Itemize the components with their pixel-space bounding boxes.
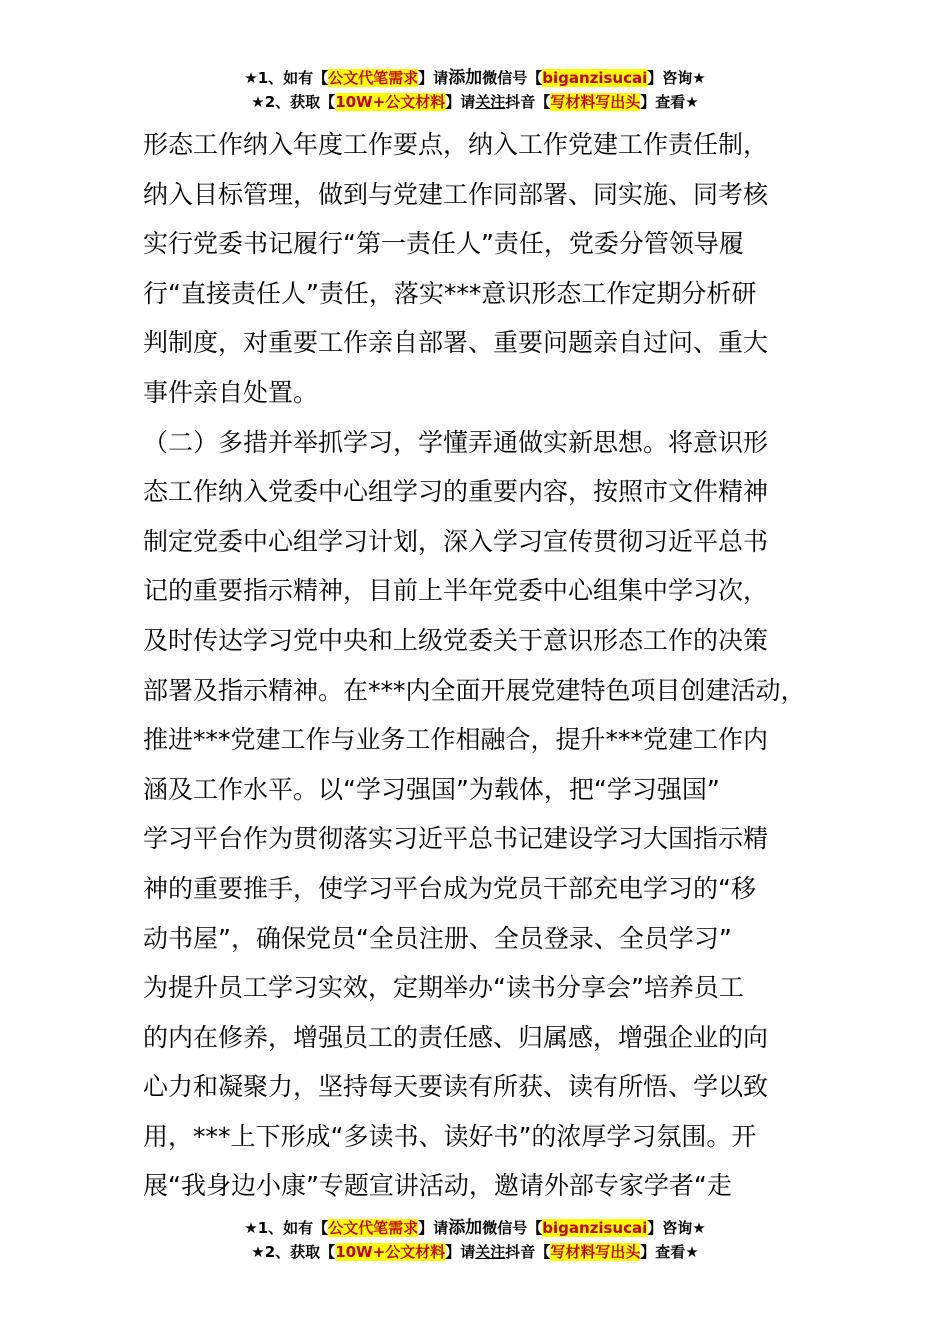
highlight-text: 公文代笔需求 [328,69,419,87]
text-line: 形态工作纳入年度工作要点，纳入工作党建工作责任制， [143,130,769,159]
section-heading-line: （二）多措并举抓学习，学懂弄通做实新思想。将意识形 [143,427,769,457]
banner-text: 】咨询★ [647,69,706,87]
text-line: 判制度，对重要工作亲自部署、重要问题亲自过问、重大 [143,328,769,358]
banner-text: 添加 [448,68,483,88]
banner-text: 微信号【 [482,69,543,87]
document-body [143,120,843,1211]
text-line: 用，***上下形成“多读书、读好书”的浓厚学习氛围。开 [143,1121,757,1151]
banner-line-1 [0,1216,950,1240]
text-line: 实行党委书记履行“第一责任人”责任，党委分管领导履 [143,229,744,259]
banner-line-2 [0,1240,950,1264]
banner-text: 】请 [445,1243,476,1261]
highlight-text: 公文代笔需求 [328,1219,419,1237]
text-line: 部署及指示精神。在***内全面开展党建特色项目创建活动， [143,675,806,705]
banner-text: 抖音【 [505,1243,551,1261]
text-line: 动书屋”，确保党员“全员注册、全员登录、全员学习” [143,923,732,953]
text-line: 及时传达学习党中央和上级党委关于意识形态工作的决策 [143,625,769,655]
banner-text: ★2、获取【 [251,1243,336,1261]
text-line: 行“直接责任人”责任，落实***意识形态工作定期分析研 [143,278,757,308]
highlight-text: 10W+公文材料 [335,93,446,111]
text-line: 为提升员工学习实效，定期举办“读书分享会”培养员工 [143,973,744,1003]
text-line: 展“我身边小康”专题宣讲活动，邀请外部专家学者“走 [143,1171,732,1201]
text-line: 推进***党建工作与业务工作相融合，提升***党建工作内 [143,725,769,755]
text-line: 学习平台作为贯彻落实习近平总书记建设学习大国指示精 [143,824,769,854]
text-line: 心力和凝聚力，坚持每天要读有所获、读有所悟、学以致 [143,1072,769,1102]
footer-banner [0,1216,950,1264]
banner-text: 关注 [475,1243,506,1261]
header-banner [0,66,950,114]
text-line: 的内在修养，增强员工的责任感、归属感，增强企业的向 [143,1022,769,1052]
text-line: 涵及工作水平。以“学习强国”为载体，把“学习强国” [143,774,720,804]
banner-text: ★1、如有【 [244,69,329,87]
banner-line-1 [0,66,950,90]
wechat-id: biganzisucai [542,69,648,87]
text-line: 事件亲自处置。 [143,377,319,407]
banner-text: 关注 [475,93,506,111]
banner-text: 】请 [418,1219,449,1237]
text-line: 纳入目标管理，做到与党建工作同部署、同实施、同考核 [143,179,769,209]
banner-text: 抖音【 [505,93,551,111]
douyin-name: 写材料写出头 [550,1243,641,1261]
banner-text: ★2、获取【 [251,93,336,111]
banner-text: ★1、如有【 [244,1219,329,1237]
text-line: 记的重要指示精神，目前上半年党委中心组集中学习次， [143,576,769,606]
banner-text: 添加 [448,1218,483,1238]
douyin-name: 写材料写出头 [550,93,641,111]
banner-text: 微信号【 [482,1219,543,1237]
banner-line-2 [0,90,950,114]
text-line: 制定党委中心组学习计划，深入学习宣传贯彻习近平总书 [143,526,769,556]
banner-text: 】请 [418,69,449,87]
wechat-id: biganzisucai [542,1219,648,1237]
banner-text: 】请 [445,93,476,111]
text-line: 态工作纳入党委中心组学习的重要内容，按照市文件精神 [143,477,769,507]
banner-text: 】咨询★ [647,1219,706,1237]
highlight-text: 10W+公文材料 [335,1243,446,1261]
banner-text: 】查看★ [640,93,699,111]
text-line: 神的重要推手，使学习平台成为党员干部充电学习的“移 [143,873,756,903]
banner-text: 】查看★ [640,1243,699,1261]
